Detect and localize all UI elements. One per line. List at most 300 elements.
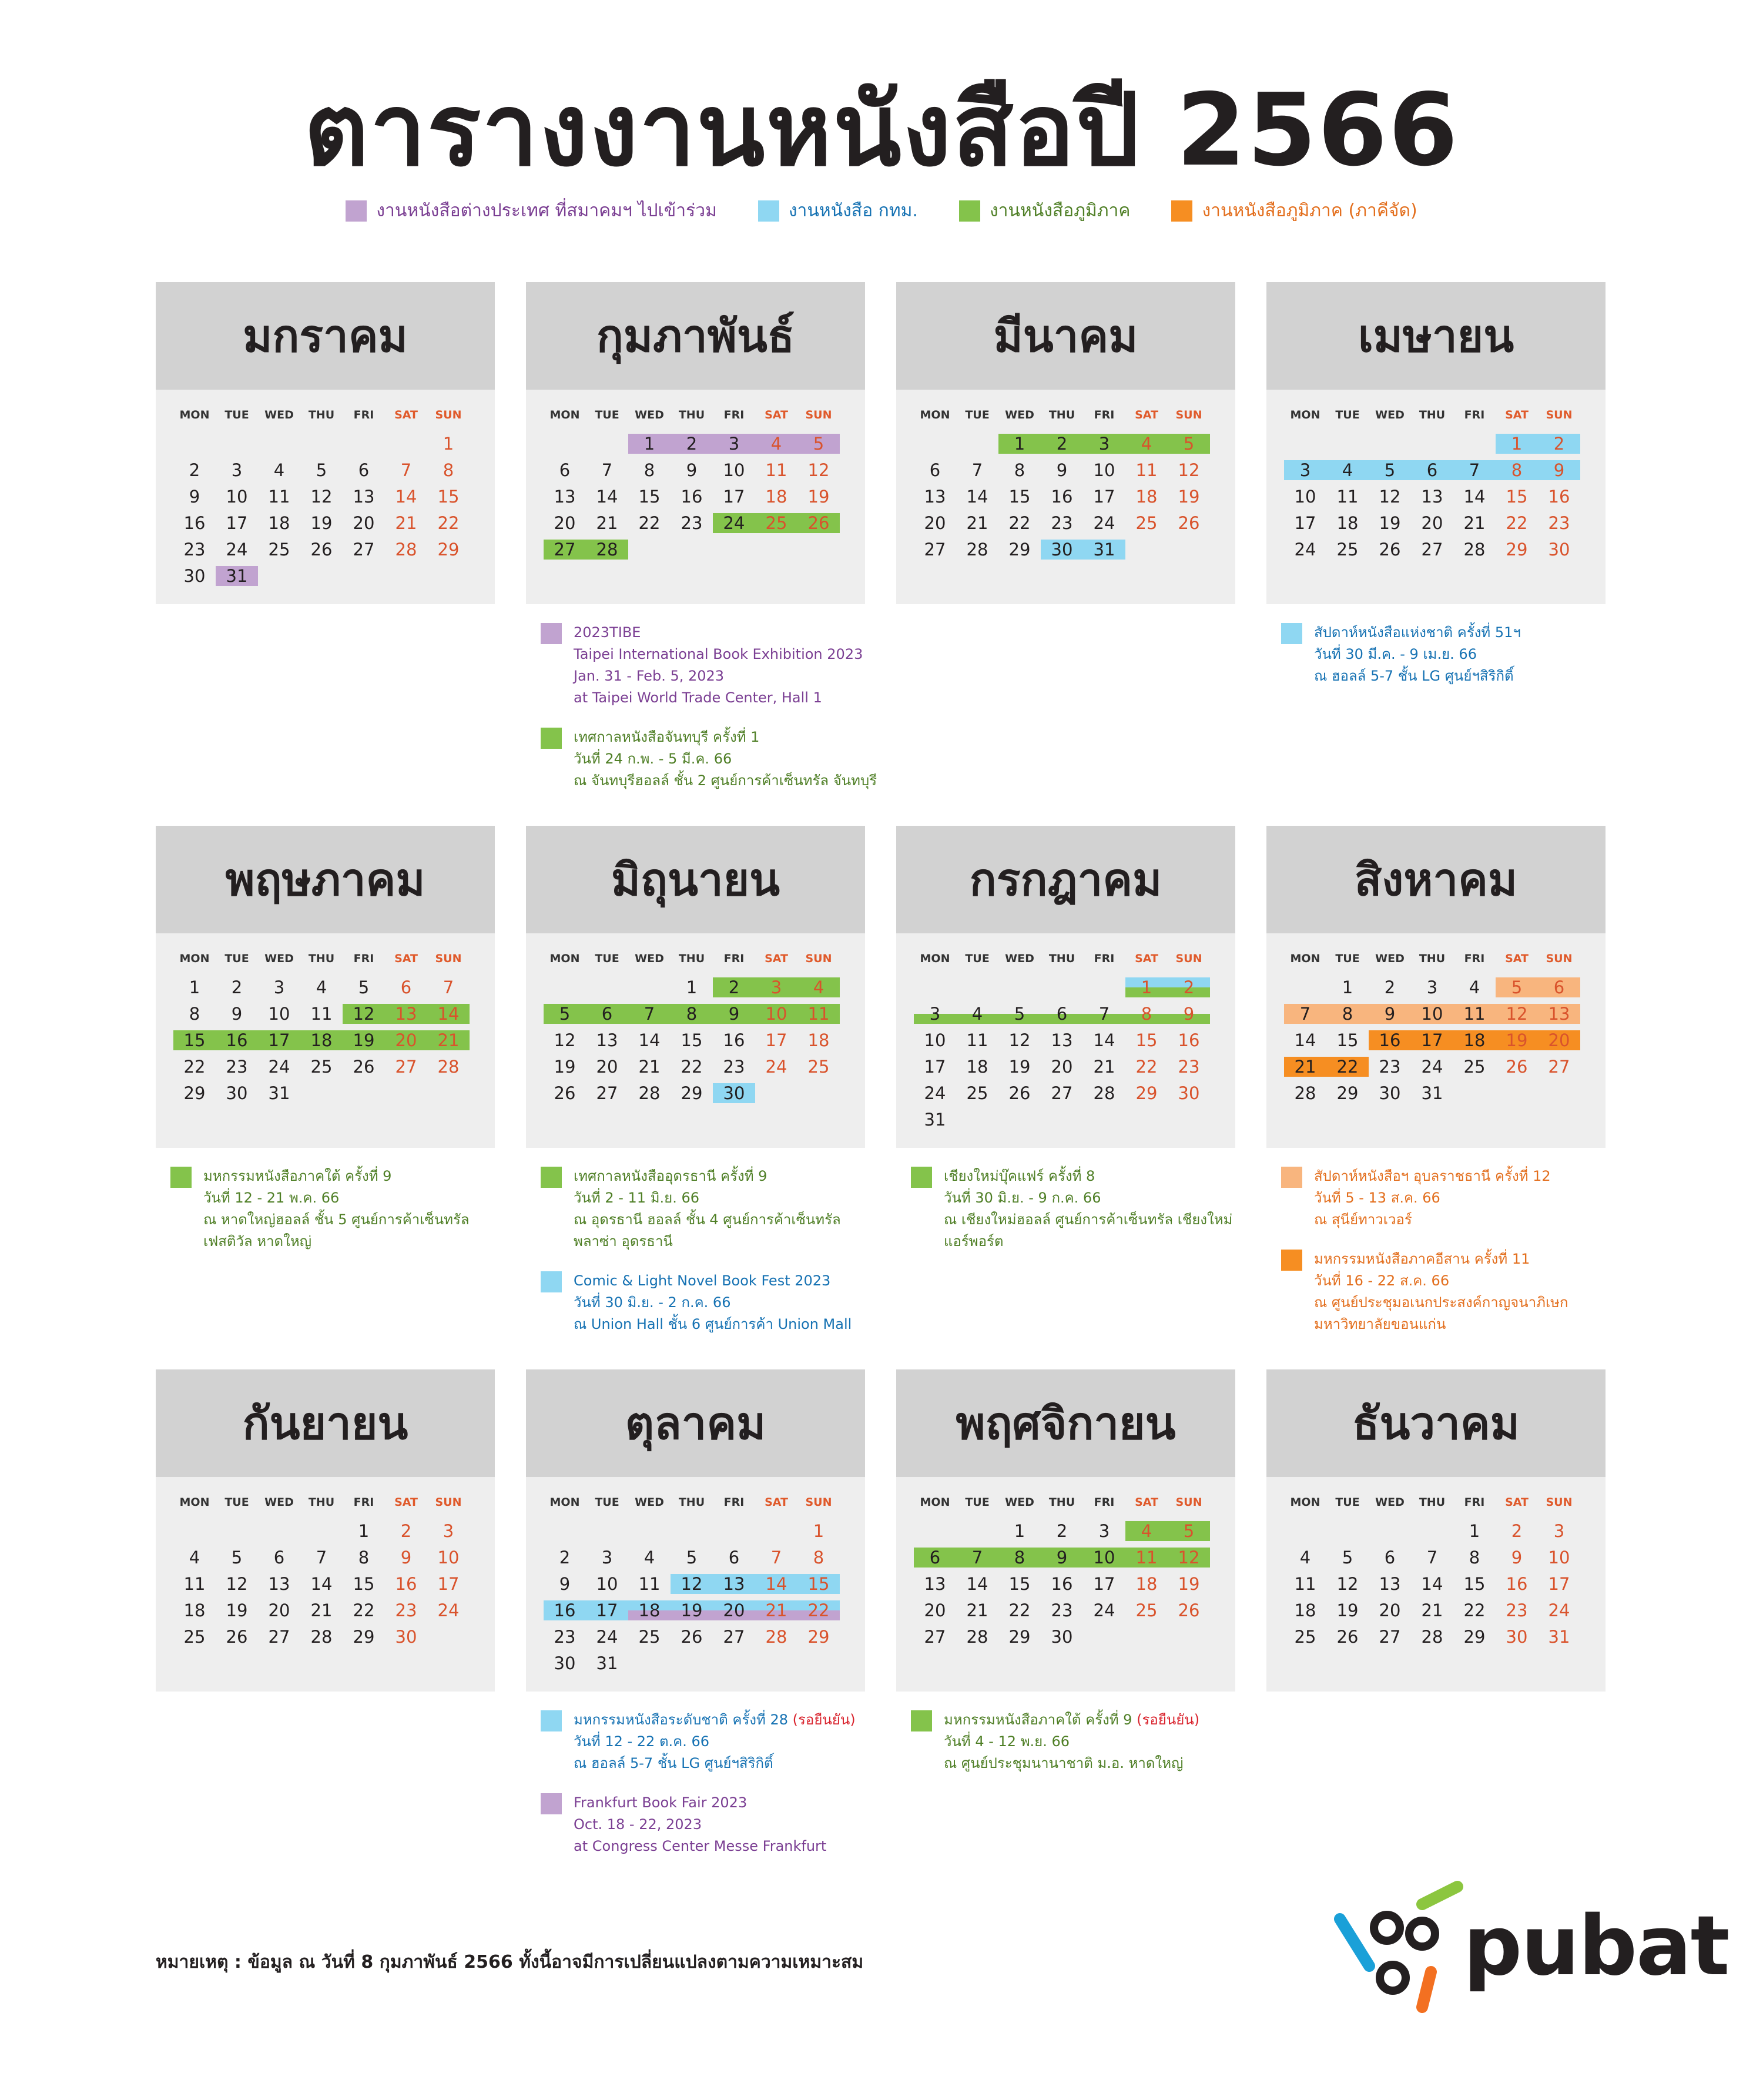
- event-item: [1281, 1248, 1634, 1335]
- event-swatch: [911, 1167, 932, 1188]
- weekday-label: TUE: [1335, 952, 1360, 965]
- day-cell: 22: [1336, 1057, 1359, 1077]
- month-days: [156, 390, 495, 604]
- day-cell: 5: [1183, 434, 1195, 454]
- event-group: [541, 622, 893, 809]
- day-cell: 10: [924, 1030, 946, 1050]
- event-swatch: [1281, 1167, 1302, 1188]
- day-cell: 10: [723, 460, 745, 480]
- day-cell: 22: [437, 513, 460, 533]
- day-cell: 28: [395, 540, 417, 560]
- month-calendar: [896, 282, 1235, 604]
- month-title: กุมภาพันธ์: [526, 282, 865, 390]
- weekday-label: SUN: [805, 1496, 832, 1509]
- day-cell: 14: [966, 1574, 988, 1594]
- event-line: [1314, 622, 1634, 644]
- day-cell: 24: [437, 1600, 460, 1620]
- day-cell: 11: [638, 1574, 661, 1594]
- weekday-label: SUN: [1175, 408, 1202, 421]
- day-cell: 6: [358, 460, 370, 480]
- event-line: [574, 1709, 893, 1731]
- event-group: [541, 1165, 893, 1353]
- day-cell: 7: [1426, 1548, 1438, 1568]
- weekday-label: WED: [1005, 408, 1034, 421]
- day-cell: 23: [1051, 513, 1073, 533]
- day-cell: 13: [924, 487, 946, 507]
- weekday-label: TUE: [1335, 408, 1360, 421]
- day-cell: 24: [1093, 1600, 1115, 1620]
- day-cell: 13: [1379, 1574, 1401, 1594]
- event-line-text: สัปดาห์หนังสือแห่งชาติ ครั้งที่ 51ฯ: [1314, 624, 1521, 641]
- event-line-text: ณ ศูนย์ประชุมอเนกประสงค์กาญจนาภิเษก: [1314, 1294, 1568, 1311]
- event-item: [911, 1709, 1263, 1774]
- day-cell: 26: [807, 513, 830, 533]
- day-cell: 28: [1294, 1083, 1316, 1103]
- day-cell: 15: [183, 1030, 206, 1050]
- day-cell: 18: [1336, 513, 1359, 533]
- weekday-label: MON: [549, 952, 580, 965]
- day-cell: 6: [929, 1548, 941, 1568]
- day-cell: 11: [765, 460, 787, 480]
- day-cell: 14: [1093, 1030, 1115, 1050]
- day-cell: 21: [1421, 1600, 1443, 1620]
- day-cell: 17: [268, 1030, 290, 1050]
- day-cell: 18: [1294, 1600, 1316, 1620]
- day-cell: 9: [728, 1004, 740, 1024]
- event-line-text: เฟสติวัล หาดใหญ่: [203, 1233, 312, 1250]
- day-cell: 21: [966, 513, 988, 533]
- day-cell: 12: [1379, 487, 1401, 507]
- day-cell: 31: [268, 1083, 290, 1103]
- day-cell: 10: [1294, 487, 1316, 507]
- day-cell: 3: [231, 460, 243, 480]
- day-cell: 2: [728, 977, 740, 997]
- weekday-label: TUE: [224, 1496, 249, 1509]
- day-cell: 7: [971, 1548, 983, 1568]
- event-line: [574, 726, 893, 748]
- day-cell: 23: [226, 1057, 248, 1077]
- day-cell: 21: [1294, 1057, 1316, 1077]
- event-line-text: เทศกาลหนังสืออุดรธานี ครั้งที่ 9: [574, 1168, 767, 1184]
- day-cell: 20: [554, 513, 576, 533]
- month-days: [526, 933, 865, 1148]
- day-cell: 20: [924, 513, 946, 533]
- day-cell: 9: [1056, 460, 1068, 480]
- day-cell: 21: [1093, 1057, 1115, 1077]
- legend-item: [959, 197, 1131, 225]
- day-cell: 30: [1178, 1083, 1200, 1103]
- legend-label: งานหนังสือภูมิภาค: [989, 200, 1131, 221]
- day-cell: 14: [1421, 1574, 1443, 1594]
- weekday-label: SAT: [1135, 408, 1158, 421]
- pubat-logo-text: pubat: [1463, 1898, 1729, 1994]
- day-cell: 30: [1506, 1627, 1528, 1647]
- day-cell: 9: [686, 460, 698, 480]
- day-cell: 1: [1511, 434, 1523, 454]
- event-item: [541, 1792, 893, 1857]
- day-cell: 11: [1135, 1548, 1158, 1568]
- day-cell: 6: [1056, 1004, 1068, 1024]
- day-cell: 21: [437, 1030, 460, 1050]
- day-cell: 6: [273, 1548, 285, 1568]
- event-item: [170, 1165, 523, 1252]
- day-cell: 11: [1294, 1574, 1316, 1594]
- day-cell: 27: [1548, 1057, 1570, 1077]
- day-cell: 29: [807, 1627, 830, 1647]
- day-cell: 26: [1379, 540, 1401, 560]
- event-line-text: ณ ฮอลล์ 5-7 ชั้น LG ศูนย์ฯสิริกิติ์: [574, 1755, 773, 1771]
- day-cell: 17: [765, 1030, 787, 1050]
- day-cell: 3: [601, 1548, 613, 1568]
- weekday-label: SAT: [394, 952, 418, 965]
- day-cell: 11: [1135, 460, 1158, 480]
- event-line: [574, 665, 893, 687]
- day-cell: 5: [559, 1004, 571, 1024]
- day-cell: 21: [1463, 513, 1486, 533]
- event-group: [1281, 622, 1634, 705]
- month-days: [896, 1477, 1235, 1692]
- day-cell: 4: [1342, 460, 1353, 480]
- day-cell: 18: [1135, 1574, 1158, 1594]
- event-item: [541, 1165, 893, 1252]
- day-cell: 29: [1008, 1627, 1031, 1647]
- day-cell: 14: [1463, 487, 1486, 507]
- day-cell: 27: [554, 540, 576, 560]
- weekday-label: FRI: [723, 1496, 745, 1509]
- day-cell: 3: [728, 434, 740, 454]
- day-cell: 17: [596, 1600, 618, 1620]
- event-swatch: [541, 1167, 562, 1188]
- day-cell: 17: [723, 487, 745, 507]
- day-cell: 10: [1093, 1548, 1115, 1568]
- day-cell: 28: [1463, 540, 1486, 560]
- event-line: [1314, 1270, 1634, 1292]
- month-days: [896, 933, 1235, 1148]
- day-cell: 3: [1299, 460, 1311, 480]
- day-cell: 24: [268, 1057, 290, 1077]
- weekday-label: FRI: [1094, 1496, 1115, 1509]
- day-cell: 18: [183, 1600, 206, 1620]
- day-cell: 8: [189, 1004, 200, 1024]
- day-cell: 5: [686, 1548, 698, 1568]
- weekday-label: MON: [920, 1496, 950, 1509]
- day-cell: 15: [1008, 1574, 1031, 1594]
- day-cell: 25: [807, 1057, 830, 1077]
- day-cell: 4: [189, 1548, 200, 1568]
- day-cell: 21: [395, 513, 417, 533]
- day-cell: 7: [1469, 460, 1480, 480]
- event-line-text: วันที่ 30 มี.ค. - 9 เม.ย. 66: [1314, 646, 1477, 662]
- event-line-text: ณ Union Hall ชั้น 6 ศูนย์การค้า Union Mall: [574, 1316, 852, 1332]
- day-cell: 17: [1093, 487, 1115, 507]
- weekday-label: FRI: [1464, 952, 1485, 965]
- day-cell: 29: [1506, 540, 1528, 560]
- event-line: [944, 1753, 1263, 1774]
- day-cell: 30: [1051, 1627, 1073, 1647]
- day-cell: 22: [807, 1600, 830, 1620]
- day-cell: 23: [723, 1057, 745, 1077]
- day-cell: 4: [643, 1548, 655, 1568]
- day-cell: 5: [358, 977, 370, 997]
- event-pending-note: (รอยืนยัน): [792, 1712, 856, 1728]
- day-cell: 14: [638, 1030, 661, 1050]
- day-cell: 13: [723, 1574, 745, 1594]
- day-cell: 23: [1379, 1057, 1401, 1077]
- day-cell: 18: [638, 1600, 661, 1620]
- day-cell: 10: [1548, 1548, 1570, 1568]
- event-line: [944, 1731, 1263, 1753]
- day-cell: 20: [1421, 513, 1443, 533]
- weekday-label: FRI: [1094, 952, 1115, 965]
- month-calendar: [526, 282, 865, 604]
- event-line-text: Comic & Light Novel Book Fest 2023: [574, 1272, 831, 1289]
- day-cell: 2: [686, 434, 698, 454]
- day-cell: 30: [1379, 1083, 1401, 1103]
- day-cell: 9: [559, 1574, 571, 1594]
- day-cell: 24: [1548, 1600, 1570, 1620]
- event-pending-note: (รอยืนยัน): [1137, 1712, 1200, 1728]
- day-cell: 1: [358, 1521, 370, 1541]
- event-line: [574, 770, 893, 792]
- day-cell: 30: [1548, 540, 1570, 560]
- day-cell: 22: [1463, 1600, 1486, 1620]
- day-cell: 18: [765, 487, 787, 507]
- page-title: ตารางงานหนังสือปี 2566: [304, 72, 1459, 189]
- weekday-label: THU: [1048, 408, 1075, 421]
- day-cell: 29: [681, 1083, 703, 1103]
- event-line: [944, 1165, 1263, 1187]
- day-cell: 13: [353, 487, 375, 507]
- day-cell: 27: [723, 1627, 745, 1647]
- day-cell: 2: [1056, 1521, 1068, 1541]
- weekday-label: SAT: [1135, 1496, 1158, 1509]
- day-cell: 25: [1135, 1600, 1158, 1620]
- day-cell: 6: [559, 460, 571, 480]
- day-cell: 13: [1421, 487, 1443, 507]
- day-cell: 16: [723, 1030, 745, 1050]
- weekday-label: MON: [920, 408, 950, 421]
- weekday-label: FRI: [353, 408, 374, 421]
- day-cell: 29: [437, 540, 460, 560]
- day-cell: 3: [1098, 1521, 1110, 1541]
- day-cell: 17: [924, 1057, 946, 1077]
- day-cell: 29: [1463, 1627, 1486, 1647]
- day-cell: 12: [1506, 1004, 1528, 1024]
- month-calendar: [156, 282, 495, 604]
- day-cell: 26: [310, 540, 333, 560]
- weekday-label: THU: [1048, 952, 1075, 965]
- day-cell: 7: [643, 1004, 655, 1024]
- event-line-text: พลาซ่า อุดรธานี: [574, 1233, 673, 1250]
- event-line-text: Taipei International Book Exhibition 2023: [574, 646, 863, 662]
- day-cell: 31: [226, 566, 248, 586]
- day-cell: 5: [1511, 977, 1523, 997]
- month-title: ตุลาคม: [526, 1369, 865, 1477]
- event-line-text: Jan. 31 - Feb. 5, 2023: [574, 668, 725, 684]
- weekday-label: SAT: [765, 952, 788, 965]
- day-cell: 23: [554, 1627, 576, 1647]
- day-cell: 16: [681, 487, 703, 507]
- event-swatch: [1281, 623, 1302, 644]
- day-cell: 30: [395, 1627, 417, 1647]
- day-cell: 2: [1553, 434, 1565, 454]
- day-cell: 20: [268, 1600, 290, 1620]
- event-swatch: [541, 1710, 562, 1731]
- day-cell: 20: [1051, 1057, 1073, 1077]
- day-cell: 12: [1336, 1574, 1359, 1594]
- day-cell: 18: [966, 1057, 988, 1077]
- day-cell: 10: [437, 1548, 460, 1568]
- day-cell: 15: [353, 1574, 375, 1594]
- weekday-label: WED: [264, 408, 294, 421]
- event-line: [574, 644, 893, 665]
- day-cell: 19: [1008, 1057, 1031, 1077]
- day-cell: 12: [1008, 1030, 1031, 1050]
- weekday-label: MON: [920, 952, 950, 965]
- event-line: [574, 1314, 893, 1335]
- event-group: [541, 1709, 893, 1875]
- day-cell: 4: [316, 977, 327, 997]
- event-line: [203, 1209, 523, 1231]
- day-cell: 1: [443, 434, 454, 454]
- day-cell: 23: [681, 513, 703, 533]
- day-cell: 4: [971, 1004, 983, 1024]
- day-cell: 23: [1506, 1600, 1528, 1620]
- month-days: [1266, 1477, 1606, 1692]
- day-cell: 11: [183, 1574, 206, 1594]
- event-line: [574, 1792, 893, 1814]
- day-cell: 24: [596, 1627, 618, 1647]
- day-cell: 9: [1384, 1004, 1396, 1024]
- day-cell: 6: [929, 460, 941, 480]
- day-cell: 31: [1421, 1083, 1443, 1103]
- day-cell: 29: [183, 1083, 206, 1103]
- weekday-label: SUN: [435, 1496, 462, 1509]
- pubat-logo-icon: [1334, 1878, 1469, 2031]
- day-cell: 27: [924, 540, 946, 560]
- day-cell: 1: [1141, 977, 1152, 997]
- legend-swatch: [959, 200, 980, 222]
- day-cell: 11: [1336, 487, 1359, 507]
- event-group: [911, 1709, 1263, 1792]
- day-cell: 16: [1548, 487, 1570, 507]
- weekday-label: TUE: [595, 1496, 619, 1509]
- weekday-label: WED: [635, 952, 664, 965]
- day-cell: 20: [924, 1600, 946, 1620]
- day-cell: 27: [1051, 1083, 1073, 1103]
- day-cell: 4: [813, 977, 824, 997]
- day-cell: 16: [226, 1030, 248, 1050]
- event-item: [541, 1270, 893, 1335]
- weekday-label: WED: [1375, 1496, 1405, 1509]
- event-line-text: ณ จันทบุรีฮอลล์ ชั้น 2 ศูนย์การค้าเซ็นทรัล จันทบุรี: [574, 772, 877, 789]
- day-cell: 28: [966, 1627, 988, 1647]
- event-line: [574, 1209, 893, 1231]
- day-cell: 4: [1299, 1548, 1311, 1568]
- weekday-label: TUE: [965, 408, 990, 421]
- day-cell: 1: [1342, 977, 1353, 997]
- day-cell: 19: [1506, 1030, 1528, 1050]
- weekday-label: SAT: [1505, 408, 1529, 421]
- event-line: [1314, 1292, 1634, 1314]
- day-cell: 25: [1294, 1627, 1316, 1647]
- day-cell: 26: [226, 1627, 248, 1647]
- day-cell: 10: [1093, 460, 1115, 480]
- day-cell: 25: [310, 1057, 333, 1077]
- legend-swatch: [758, 200, 779, 222]
- weekday-label: SAT: [394, 1496, 418, 1509]
- day-cell: 8: [686, 1004, 698, 1024]
- event-line: [574, 1270, 893, 1292]
- month-calendar: [1266, 282, 1606, 604]
- weekday-label: THU: [1419, 408, 1446, 421]
- weekday-label: TUE: [595, 952, 619, 965]
- event-line-text: วันที่ 4 - 12 พ.ย. 66: [944, 1733, 1070, 1750]
- day-cell: 26: [353, 1057, 375, 1077]
- day-cell: 13: [924, 1574, 946, 1594]
- day-cell: 30: [1051, 540, 1073, 560]
- month-calendar: [526, 826, 865, 1148]
- day-cell: 24: [226, 540, 248, 560]
- day-cell: 9: [231, 1004, 243, 1024]
- day-cell: 8: [813, 1548, 824, 1568]
- day-cell: 3: [1426, 977, 1438, 997]
- weekday-label: FRI: [723, 408, 745, 421]
- day-cell: 8: [1342, 1004, 1353, 1024]
- day-cell: 4: [1141, 434, 1152, 454]
- day-cell: 11: [1463, 1004, 1486, 1024]
- day-cell: 16: [1506, 1574, 1528, 1594]
- day-cell: 4: [770, 434, 782, 454]
- event-item: [541, 622, 893, 709]
- day-cell: 1: [1469, 1521, 1480, 1541]
- event-line: [574, 1753, 893, 1774]
- weekday-label: SAT: [394, 408, 418, 421]
- day-cell: 31: [596, 1653, 618, 1673]
- legend-label: งานหนังสือต่างประเทศ ที่สมาคมฯ ไปเข้าร่วม: [376, 200, 717, 221]
- event-line-text: วันที่ 30 มิ.ย. - 9 ก.ค. 66: [944, 1190, 1101, 1206]
- day-cell: 23: [1051, 1600, 1073, 1620]
- month-title: พฤษภาคม: [156, 826, 495, 933]
- weekday-label: THU: [308, 952, 335, 965]
- event-line-text: เทศกาลหนังสือจันทบุรี ครั้งที่ 1: [574, 729, 760, 745]
- day-cell: 24: [723, 513, 745, 533]
- event-line: [1314, 1248, 1634, 1270]
- event-line: [1314, 1165, 1634, 1187]
- weekday-label: FRI: [353, 1496, 374, 1509]
- event-line-text: ณ อุดรธานี ฮอลล์ ชั้น 4 ศูนย์การค้าเซ็นทรัล: [574, 1211, 841, 1228]
- day-cell: 28: [1093, 1083, 1115, 1103]
- day-cell: 1: [189, 977, 200, 997]
- day-cell: 21: [310, 1600, 333, 1620]
- day-cell: 7: [443, 977, 454, 997]
- day-cell: 28: [1421, 1627, 1443, 1647]
- day-cell: 12: [353, 1004, 375, 1024]
- day-cell: 13: [554, 487, 576, 507]
- event-line: [574, 1836, 893, 1857]
- day-cell: 27: [1379, 1627, 1401, 1647]
- day-cell: 16: [1051, 487, 1073, 507]
- pubat-logo: [1334, 1878, 1729, 2031]
- day-cell: 8: [1014, 460, 1025, 480]
- day-cell: 18: [310, 1030, 333, 1050]
- day-cell: 24: [1294, 540, 1316, 560]
- day-cell: 7: [1098, 1004, 1110, 1024]
- event-group: [911, 1165, 1263, 1270]
- day-cell: 8: [1511, 460, 1523, 480]
- event-line: [203, 1165, 523, 1187]
- day-cell: 18: [807, 1030, 830, 1050]
